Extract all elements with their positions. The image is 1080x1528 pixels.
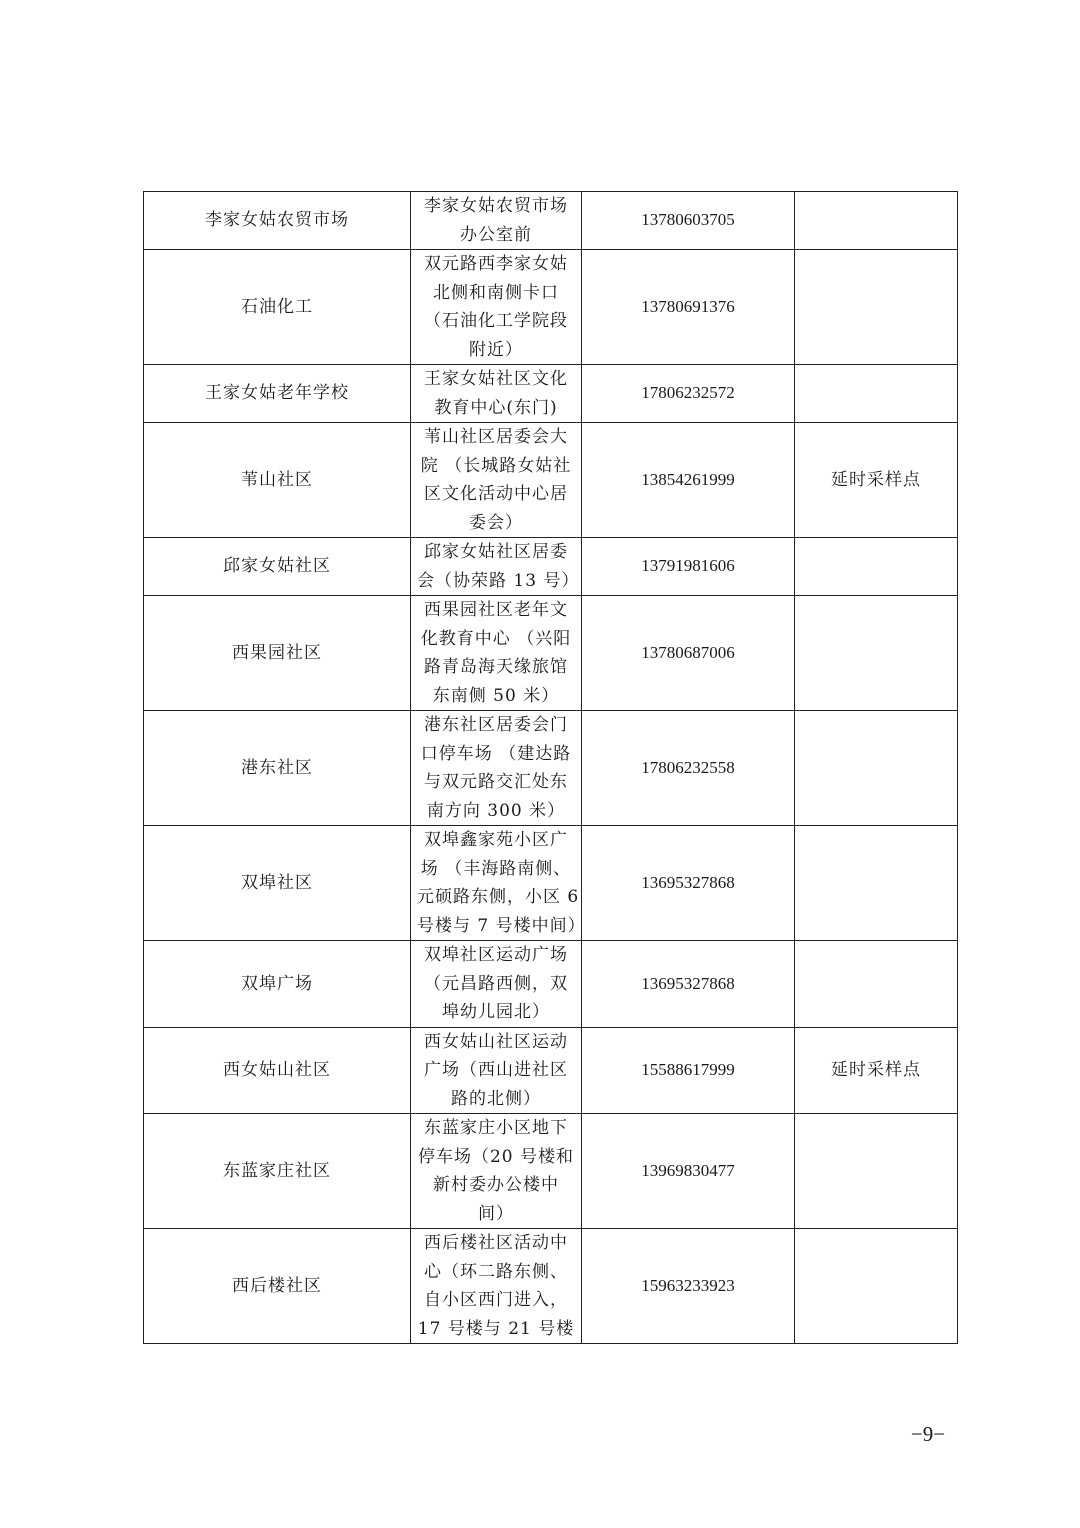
site-name-cell: 双埠广场 bbox=[144, 941, 411, 1028]
location-line: 邱家女姑社区居委 bbox=[424, 542, 568, 562]
testing-sites-table bbox=[143, 191, 958, 1344]
note-cell: 延时采样点 bbox=[795, 423, 958, 538]
table-row bbox=[144, 826, 958, 941]
location-line: 广场（西山进社区 bbox=[424, 1060, 568, 1080]
note-cell bbox=[795, 192, 958, 250]
note-cell bbox=[795, 826, 958, 941]
site-location-cell bbox=[411, 711, 582, 826]
site-name-cell: 王家女姑老年学校 bbox=[144, 365, 411, 423]
table-row bbox=[144, 1027, 958, 1114]
location-line: 苇山社区居委会大 bbox=[424, 427, 568, 447]
location-line: 附近） bbox=[469, 339, 523, 360]
location-line: （石油化工学院段 bbox=[424, 311, 568, 331]
location-line: 化教育中心 （兴阳 bbox=[420, 628, 572, 649]
note-cell bbox=[795, 365, 958, 423]
location-line: 双埠社区运动广场 bbox=[424, 945, 568, 965]
location-line: 会（协荣路 13 号） bbox=[417, 570, 580, 591]
site-location-cell bbox=[411, 538, 582, 596]
note-cell bbox=[795, 711, 958, 826]
location-line: 王家女姑社区文化 bbox=[424, 369, 568, 389]
table-row bbox=[144, 538, 958, 596]
site-name-cell: 东蓝家庄社区 bbox=[144, 1114, 411, 1229]
location-line: 埠幼儿园北） bbox=[442, 1002, 550, 1022]
table-row bbox=[144, 250, 958, 365]
location-line: 区文化活动中心居 bbox=[424, 484, 568, 504]
table-row bbox=[144, 192, 958, 250]
site-location-cell bbox=[411, 250, 582, 365]
table-row bbox=[144, 1229, 958, 1344]
table-row bbox=[144, 941, 958, 1028]
note-cell bbox=[795, 1114, 958, 1229]
phone-cell: 13780603705 bbox=[582, 192, 795, 250]
location-line: 双埠鑫家苑小区广 bbox=[424, 830, 568, 850]
location-line: 西女姑山社区运动 bbox=[424, 1031, 568, 1052]
site-location-cell bbox=[411, 596, 582, 711]
note-cell bbox=[795, 538, 958, 596]
location-line: 号楼与 7 号楼中间） bbox=[417, 915, 586, 936]
location-line: （元昌路西侧，双 bbox=[424, 973, 568, 994]
table-row bbox=[144, 423, 958, 538]
table-row bbox=[144, 711, 958, 826]
location-line: 北侧和南侧卡口 bbox=[433, 282, 559, 303]
table-row bbox=[144, 1114, 958, 1229]
location-line: 自小区西门进入， bbox=[424, 1290, 568, 1310]
site-location-cell bbox=[411, 192, 582, 250]
site-location-cell bbox=[411, 1027, 582, 1114]
phone-cell: 13780691376 bbox=[582, 250, 795, 365]
location-line: 停车场（20 号楼和 bbox=[417, 1146, 575, 1167]
site-location-cell bbox=[411, 941, 582, 1028]
site-name-cell: 邱家女姑社区 bbox=[144, 538, 411, 596]
note-cell bbox=[795, 1229, 958, 1344]
site-name-cell: 双埠社区 bbox=[144, 826, 411, 941]
location-line: 路青岛海天缘旅馆 bbox=[424, 657, 568, 677]
location-line: 港东社区居委会门 bbox=[424, 715, 568, 735]
page-number: −9− bbox=[910, 1422, 946, 1446]
phone-cell: 15588617999 bbox=[582, 1027, 795, 1114]
location-line: 元硕路东侧，小区 6 bbox=[417, 887, 580, 907]
location-line: 办公室前 bbox=[460, 224, 532, 245]
note-cell bbox=[795, 941, 958, 1028]
location-line: 南方向 300 米） bbox=[426, 800, 566, 821]
note-cell bbox=[795, 250, 958, 365]
phone-cell: 15963233923 bbox=[582, 1229, 795, 1344]
phone-cell: 13854261999 bbox=[582, 423, 795, 538]
phone-cell: 13695327868 bbox=[582, 826, 795, 941]
phone-cell: 17806232558 bbox=[582, 711, 795, 826]
location-line: 东南侧 50 米） bbox=[432, 685, 560, 706]
table-row bbox=[144, 365, 958, 423]
location-line: 东蓝家庄小区地下 bbox=[424, 1118, 568, 1138]
site-name-cell: 西果园社区 bbox=[144, 596, 411, 711]
phone-cell: 13969830477 bbox=[582, 1114, 795, 1229]
location-line: 路的北侧） bbox=[451, 1088, 541, 1109]
site-name-cell: 西后楼社区 bbox=[144, 1229, 411, 1344]
site-name-cell: 西女姑山社区 bbox=[144, 1027, 411, 1114]
note-cell: 延时采样点 bbox=[795, 1027, 958, 1114]
site-name-cell: 李家女姑农贸市场 bbox=[144, 192, 411, 250]
phone-cell: 13780687006 bbox=[582, 596, 795, 711]
site-location-cell bbox=[411, 423, 582, 538]
location-line: 教育中心(东门) bbox=[434, 397, 558, 418]
location-line: 西后楼社区活动中 bbox=[424, 1233, 568, 1253]
site-location-cell bbox=[411, 1114, 582, 1229]
site-location-cell bbox=[411, 365, 582, 423]
location-line: 西果园社区老年文 bbox=[424, 600, 568, 620]
location-line: 口停车场 （建达路 bbox=[420, 743, 572, 764]
site-location-cell bbox=[411, 826, 586, 941]
table-body bbox=[144, 192, 958, 1344]
phone-cell: 17806232572 bbox=[582, 365, 795, 423]
table-row bbox=[144, 596, 958, 711]
location-line: 新村委办公楼中 bbox=[433, 1175, 559, 1195]
location-line: 与双元路交汇处东 bbox=[424, 772, 568, 792]
location-line: 委会） bbox=[469, 512, 523, 533]
site-location-cell bbox=[411, 1229, 582, 1344]
location-line: 李家女姑农贸市场 bbox=[424, 196, 568, 216]
site-name-cell: 港东社区 bbox=[144, 711, 411, 826]
location-line: 场 （丰海路南侧、 bbox=[420, 858, 572, 879]
location-line: 院 （长城路女姑社 bbox=[420, 455, 572, 476]
location-line: 心（环二路东侧、 bbox=[424, 1261, 568, 1282]
site-name-cell: 石油化工 bbox=[144, 250, 411, 365]
phone-cell: 13791981606 bbox=[582, 538, 795, 596]
note-cell bbox=[795, 596, 958, 711]
site-name-cell: 苇山社区 bbox=[144, 423, 411, 538]
location-line: 间） bbox=[478, 1203, 514, 1224]
location-line: 17 号楼与 21 号楼 bbox=[417, 1318, 575, 1339]
location-line: 双元路西李家女姑 bbox=[424, 254, 568, 274]
phone-cell: 13695327868 bbox=[582, 941, 795, 1028]
